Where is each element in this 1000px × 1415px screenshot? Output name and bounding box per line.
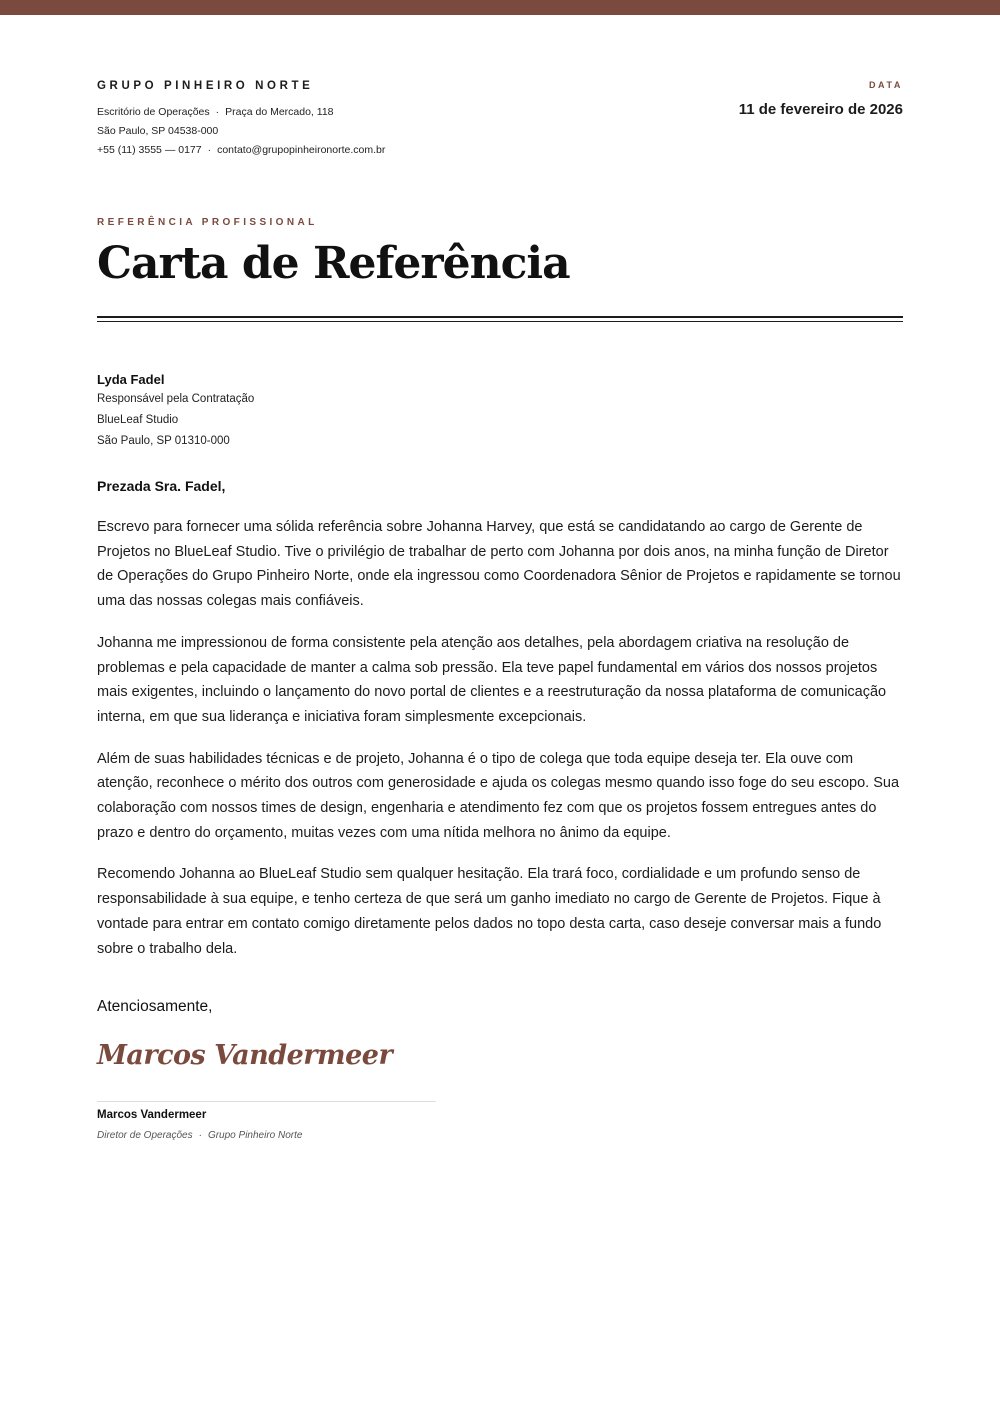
separator-dot: · [198, 1130, 202, 1141]
company-email: contato@grupopinheironorte.com.br [217, 144, 386, 156]
signer-role: Diretor de Operações [97, 1130, 193, 1141]
recipient-company: BlueLeaf Studio [97, 414, 179, 426]
company-address-line [97, 106, 334, 118]
salutation: Prezada Sra. Fadel, [97, 478, 226, 494]
company-office: Escritório de Operações [97, 106, 210, 118]
company-phone: +55 (11) 3555 — 0177 [97, 144, 202, 156]
body-paragraph: Recomendo Johanna ao BlueLeaf Studio sem qualquer hesitação. Ela trará foco, cordialidade e um profundo senso de responsabilidade à sua equipe, e tenho certeza de que será um ganho imediato no cargo de Gerente de Projetos. Fique à vontade para entrar em contato comigo diretamente pelos dados no topo desta carta, caso deseje conversar mais a fundo sobre o trabalho dela. [97, 866, 882, 957]
company-street: Praça do Mercado, 118 [225, 106, 334, 118]
signer-name: Marcos Vandermeer [97, 1109, 207, 1121]
recipient-block [97, 371, 254, 452]
document-eyebrow: REFERÊNCIA PROFISSIONAL [97, 217, 318, 228]
separator-dot: · [207, 144, 212, 156]
signature-script: Marcos Vandermeer [97, 1040, 393, 1071]
document-title: Carta de Referência [97, 238, 570, 289]
company-contact-line [97, 144, 385, 156]
signer-company: Grupo Pinheiro Norte [207, 1130, 303, 1141]
date-value: 11 de fevereiro de 2026 [738, 101, 903, 118]
closing: Atenciosamente, [97, 998, 213, 1015]
body-paragraph: Além de suas habilidades técnicas e de projeto, Johanna é o tipo de colega que toda equipe deseja ter. Ela ouve com atenção, reconhece o mérito dos outros com generosidade e ajuda os colegas mesmo quando isso foge do seu escopo. Sua colaboração com nossos times de design, engenharia e atendimento fez com que os projetos fossem entregues antes do prazo e dentro do orçamento, muitas vezes com uma nítida melhora no ânimo da equipe. [97, 750, 900, 841]
company-name: GRUPO PINHEIRO NORTE [97, 80, 314, 92]
company-city: São Paulo, SP 04538-000 [97, 125, 219, 137]
body-paragraph: Escrevo para fornecer uma sólida referência sobre Johanna Harvey, que está se candidatando ao cargo de Gerente de Projetos no BlueLeaf Studio. Tive o privilégio de trabalhar de perto com Johanna por dois anos, na minha função de Diretor de Operações do Grupo Pinheiro Norte, onde ela ingressou como Coordenadora Sênior de Projetos e rapidamente se tornou uma das nossas colegas mais confiáveis. [97, 519, 901, 610]
signature-rule [97, 1101, 436, 1102]
title-rule-thick [97, 316, 903, 318]
signer-role-line [97, 1130, 302, 1141]
recipient-name: Lyda Fadel [97, 372, 165, 387]
recipient-role: Responsável pela Contratação [97, 393, 255, 405]
title-rule-thin [97, 321, 903, 322]
date-label: DATA [868, 80, 903, 90]
body-paragraph: Johanna me impressionou de forma consistente pela atenção aos detalhes, pela abordagem criativa na resolução de problemas e pela capacidade de manter a calma sob pressão. Ela teve papel fundamental em vários dos nossos projetos mais exigentes, incluindo o lançamento do novo portal de clientes e a reestruturação da nossa plataforma de comunicação interna, em que sua liderança e iniciativa foram simplesmente excepcionais. [97, 634, 887, 725]
separator-dot: · [215, 106, 220, 118]
recipient-city: São Paulo, SP 01310-000 [97, 435, 230, 447]
letter-body [97, 515, 903, 978]
top-accent-bar [0, 0, 1000, 15]
